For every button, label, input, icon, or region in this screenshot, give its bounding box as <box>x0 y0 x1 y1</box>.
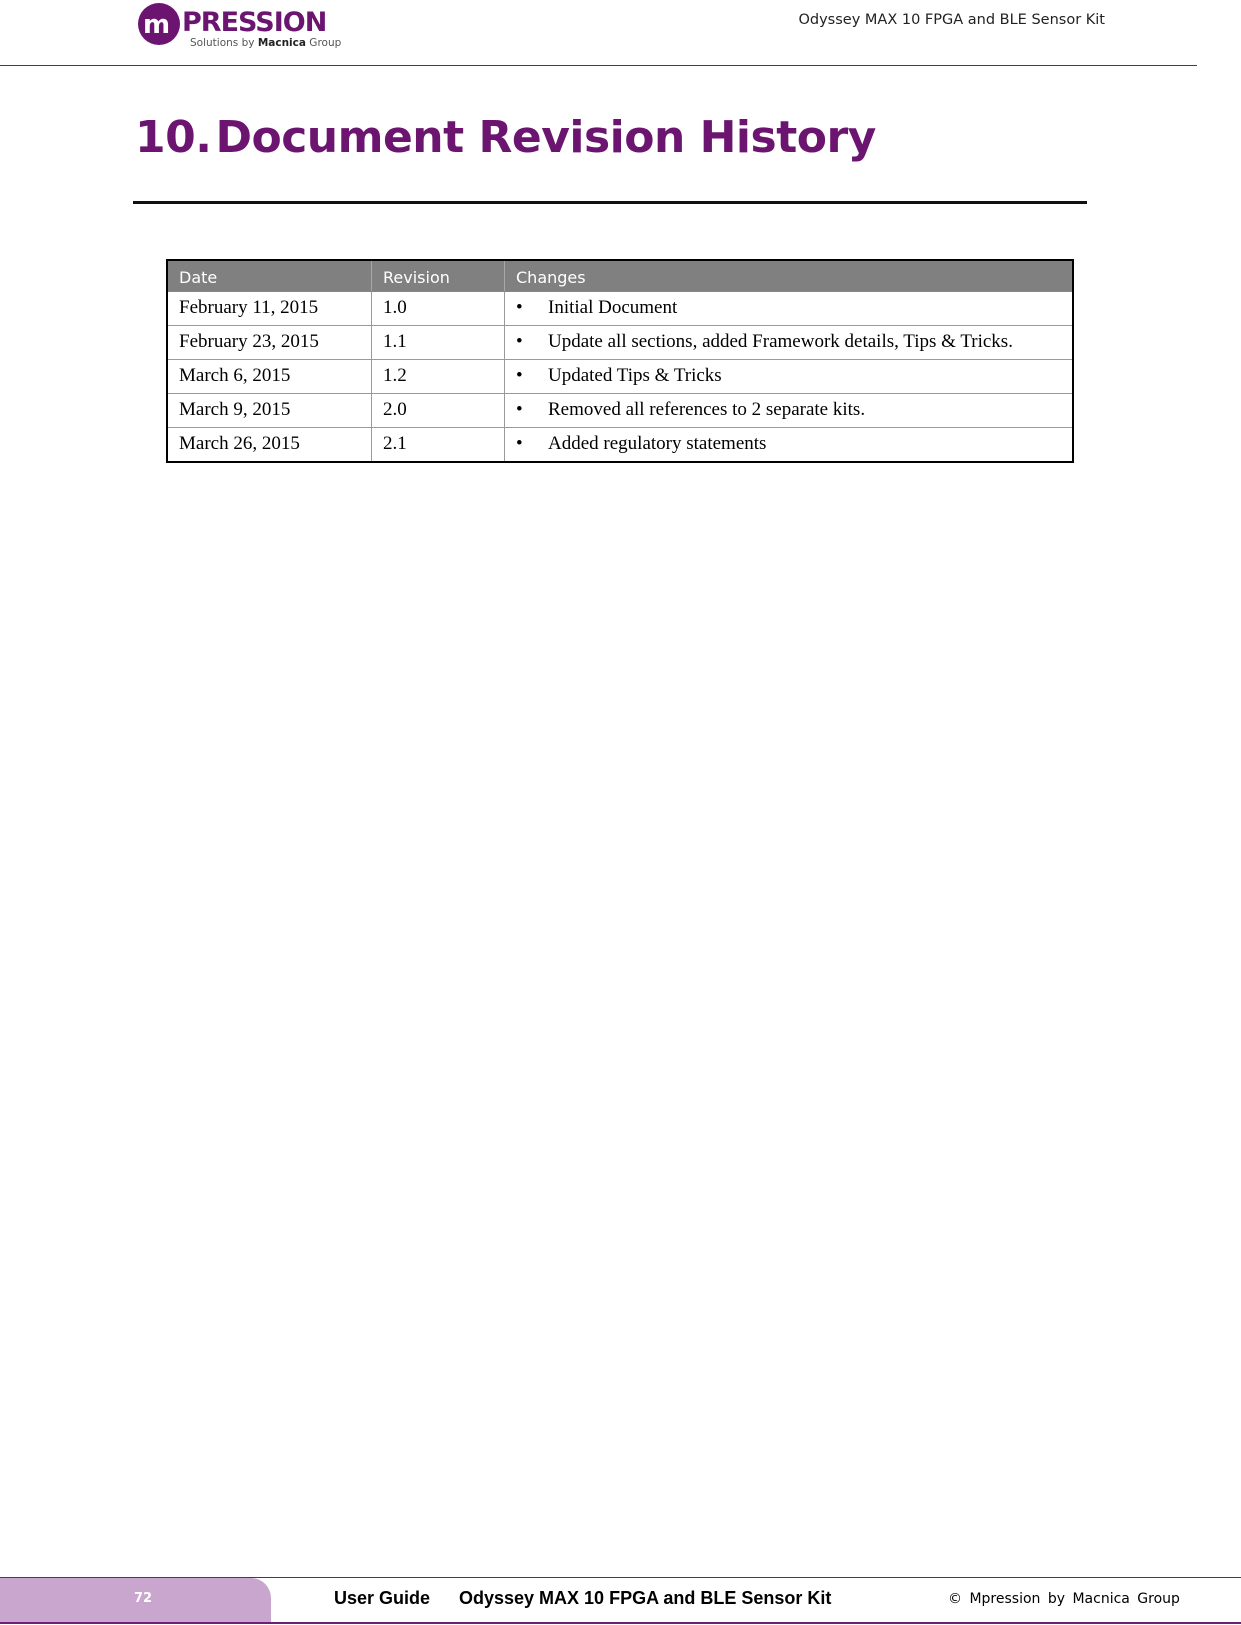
svg-text:m: m <box>143 10 171 40</box>
table-row <box>167 292 1073 326</box>
cell-revision: 1.2 <box>372 360 505 394</box>
table-row <box>167 360 1073 394</box>
cell-revision: 1.0 <box>372 292 505 326</box>
header-doc-title: Odyssey MAX 10 FPGA and BLE Sensor Kit <box>798 12 1105 28</box>
table-header-row <box>167 260 1073 292</box>
svg-text:Solutions by Macnica Group: Solutions by Macnica Group <box>190 37 342 49</box>
column-header-changes: Changes <box>505 260 1074 292</box>
cell-revision: 2.1 <box>372 428 505 463</box>
column-header-revision: Revision <box>372 260 505 292</box>
section-number: 10. <box>135 112 212 163</box>
cell-date: February 23, 2015 <box>167 326 372 360</box>
table-row <box>167 394 1073 428</box>
cell-revision: 2.0 <box>372 394 505 428</box>
section-title: Document Revision History <box>215 112 876 163</box>
cell-changes <box>505 428 1074 463</box>
page-title <box>135 112 876 163</box>
change-text: Added regulatory statements <box>548 433 767 454</box>
table-row <box>167 326 1073 360</box>
cell-date: March 6, 2015 <box>167 360 372 394</box>
column-header-date: Date <box>167 260 372 292</box>
svg-text:PRESSION: PRESSION <box>182 7 327 38</box>
change-text: Updated Tips & Tricks <box>548 365 722 386</box>
change-text: Update all sections, added Framework details, Tips & Tricks. <box>548 331 1013 352</box>
change-text: Initial Document <box>548 297 678 318</box>
page-number: 72 <box>134 1591 153 1606</box>
footer-divider-bottom <box>0 1622 1241 1624</box>
bullet-icon: • <box>516 331 523 352</box>
bullet-icon: • <box>516 365 523 386</box>
cell-revision: 1.1 <box>372 326 505 360</box>
table-row <box>167 428 1073 463</box>
bullet-icon: • <box>516 297 523 318</box>
heading-divider <box>133 201 1087 204</box>
header-divider <box>0 65 1197 66</box>
cell-date: February 11, 2015 <box>167 292 372 326</box>
bullet-icon: • <box>516 433 523 454</box>
change-text: Removed all references to 2 separate kits. <box>548 399 866 420</box>
cell-changes <box>505 326 1074 360</box>
revision-table <box>166 259 1074 463</box>
footer-kit-name: Odyssey MAX 10 FPGA and BLE Sensor Kit <box>459 1588 832 1608</box>
footer-guide-label: User Guide <box>334 1588 431 1608</box>
mpression-logo <box>134 0 344 50</box>
cell-date: March 9, 2015 <box>167 394 372 428</box>
footer-copyright: © Mpression by Macnica Group <box>948 1591 1180 1607</box>
cell-changes <box>505 292 1074 326</box>
bullet-icon: • <box>516 399 523 420</box>
cell-date: March 26, 2015 <box>167 428 372 463</box>
cell-changes <box>505 360 1074 394</box>
cell-changes <box>505 394 1074 428</box>
